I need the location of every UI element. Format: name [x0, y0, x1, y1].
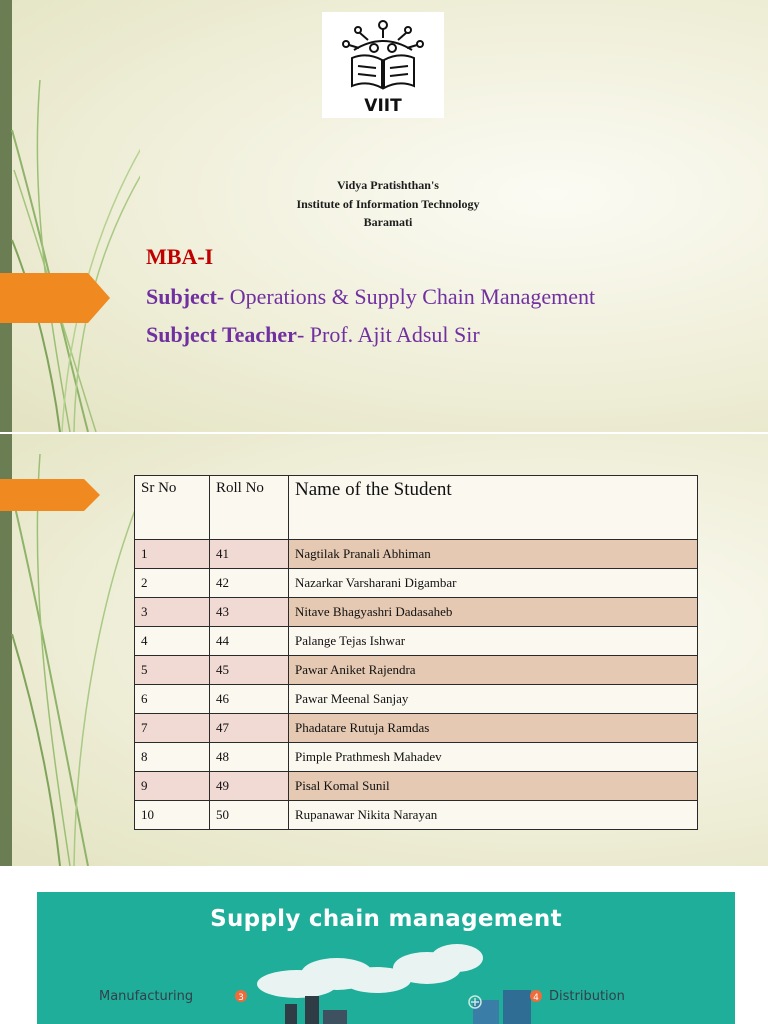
header-roll-no: Roll No — [210, 476, 289, 540]
sr-no-cell: 5 — [135, 656, 210, 685]
title-slide — [0, 0, 768, 432]
table-row — [135, 743, 698, 772]
sr-no-cell: 10 — [135, 801, 210, 830]
student-table — [134, 475, 698, 830]
roll-no-cell: 48 — [210, 743, 289, 772]
table-row — [135, 801, 698, 830]
supply-chain-banner — [37, 892, 735, 1024]
viit-logo — [322, 12, 444, 118]
sr-no-cell: 2 — [135, 569, 210, 598]
student-name-cell: Pisal Komal Sunil — [289, 772, 698, 801]
roll-no-cell: 49 — [210, 772, 289, 801]
subject-line — [146, 284, 595, 310]
sr-no-cell: 1 — [135, 540, 210, 569]
distribution-label: Distribution — [549, 989, 625, 1004]
roll-no-cell: 47 — [210, 714, 289, 743]
teacher-line — [146, 322, 480, 348]
institute-line-1: Vidya Pratishthan's — [337, 178, 439, 192]
table-row — [135, 685, 698, 714]
grass-decoration-icon — [0, 0, 140, 432]
table-row — [135, 569, 698, 598]
table-row — [135, 598, 698, 627]
svg-text:4: 4 — [533, 993, 539, 1003]
teacher-value: Prof. Ajit Adsul Sir — [309, 322, 480, 347]
student-name-cell: Pimple Prathmesh Mahadev — [289, 743, 698, 772]
factory-illustration-icon — [37, 892, 735, 1024]
orange-arrow-icon — [0, 479, 102, 511]
roll-no-cell: 45 — [210, 656, 289, 685]
roll-no-cell: 42 — [210, 569, 289, 598]
table-row — [135, 656, 698, 685]
subject-separator: - — [216, 284, 230, 309]
manufacturing-label: Manufacturing — [99, 989, 194, 1004]
subject-label: Subject — [146, 284, 217, 309]
student-name-cell: Palange Tejas Ishwar — [289, 627, 698, 656]
sr-no-cell: 3 — [135, 598, 210, 627]
viit-emblem-icon — [322, 12, 444, 118]
roll-no-cell: 43 — [210, 598, 289, 627]
course-title: MBA-I — [146, 244, 214, 269]
student-name-cell: Pawar Meenal Sanjay — [289, 685, 698, 714]
sr-no-cell: 8 — [135, 743, 210, 772]
table-row — [135, 540, 698, 569]
table-row — [135, 714, 698, 743]
sr-no-cell: 7 — [135, 714, 210, 743]
svg-text:VIIT: VIIT — [364, 96, 402, 116]
sr-no-cell: 6 — [135, 685, 210, 714]
sr-no-cell: 9 — [135, 772, 210, 801]
roll-no-cell: 41 — [210, 540, 289, 569]
roll-no-cell: 50 — [210, 801, 289, 830]
student-name-cell: Nazarkar Varsharani Digambar — [289, 569, 698, 598]
svg-text:3: 3 — [238, 993, 244, 1003]
banner-title: Supply chain management — [210, 906, 562, 932]
table-header-row — [135, 476, 698, 540]
institute-line-3: Baramati — [363, 215, 413, 229]
teacher-label: Subject Teacher — [146, 322, 297, 347]
institute-line-2: Institute of Information Technology — [296, 197, 480, 211]
table-row — [135, 772, 698, 801]
student-name-cell: Phadatare Rutuja Ramdas — [289, 714, 698, 743]
sr-no-cell: 4 — [135, 627, 210, 656]
subject-value: Operations & Supply Chain Management — [229, 284, 596, 309]
orange-arrow-icon — [0, 273, 112, 323]
teacher-separator: - — [296, 322, 310, 347]
table-row — [135, 627, 698, 656]
header-sr-no: Sr No — [135, 476, 210, 540]
roll-no-cell: 44 — [210, 627, 289, 656]
header-student-name: Name of the Student — [289, 476, 698, 540]
student-name-cell: Pawar Aniket Rajendra — [289, 656, 698, 685]
student-name-cell: Nitave Bhagyashri Dadasaheb — [289, 598, 698, 627]
student-name-cell: Nagtilak Pranali Abhiman — [289, 540, 698, 569]
student-name-cell: Rupanawar Nikita Narayan — [289, 801, 698, 830]
roll-no-cell: 46 — [210, 685, 289, 714]
